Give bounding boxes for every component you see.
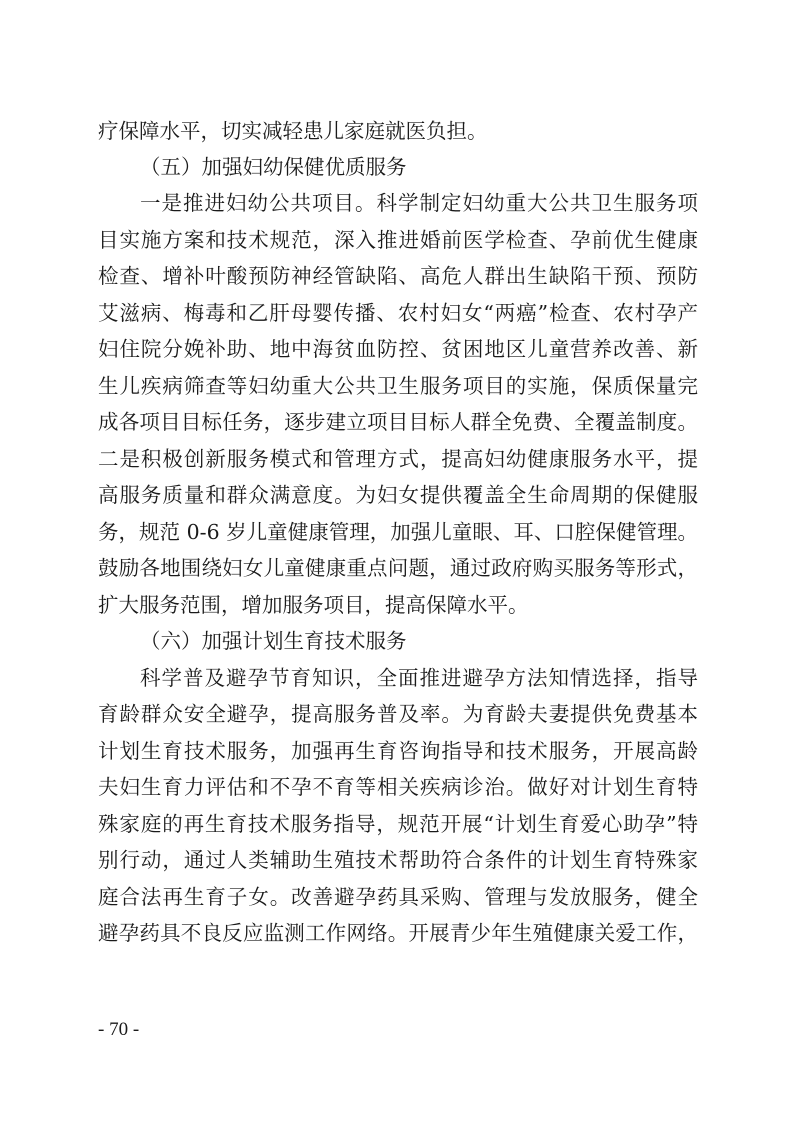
paragraph-line: 一是推进妇幼公共项目。科学制定妇幼重大公共卫生服务项 [140, 191, 698, 215]
paragraph-line: 目实施方案和技术规范，深入推进婚前医学检查、孕前优生健康 [98, 228, 698, 252]
paragraph-line: 庭合法再生育子女。改善避孕药具采购、管理与发放服务，健全 [98, 885, 698, 909]
paragraph-line: 别行动，通过人类辅助生殖技术帮助符合条件的计划生育特殊家 [98, 848, 698, 872]
paragraph-line: 艾滋病、梅毒和乙肝母婴传播、农村妇女“两癌”检查、农村孕产 [98, 301, 698, 325]
paragraph-line: 科学普及避孕节育知识，全面推进避孕方法知情选择，指导 [140, 666, 698, 690]
paragraph-line: 鼓励各地围绕妇女儿童健康重点问题，通过政府购买服务等形式， [98, 556, 698, 580]
paragraph-line: 扩大服务范围，增加服务项目，提高保障水平。 [98, 593, 529, 617]
paragraph-line: 避孕药具不良反应监测工作网络。开展青少年生殖健康关爱工作， [98, 921, 698, 945]
paragraph-line: 检查、增补叶酸预防神经管缺陷、高危人群出生缺陷干预、预防 [98, 264, 698, 288]
paragraph-line: 成各项目目标任务，逐步建立项目目标人群全免费、全覆盖制度。 [98, 410, 698, 434]
paragraph-line: 生儿疾病筛查等妇幼重大公共卫生服务项目的实施，保质保量完 [98, 374, 698, 398]
paragraph-line: 妇住院分娩补助、地中海贫血防控、贫困地区儿童营养改善、新 [98, 337, 698, 361]
paragraph-line: 高服务质量和群众满意度。为妇女提供覆盖全生命周期的保健服 [98, 483, 698, 507]
paragraph-line: 务，规范 0-6 岁儿童健康管理，加强儿童眼、耳、口腔保健管理。 [98, 520, 698, 544]
section-heading: （六）加强计划生育技术服务 [140, 629, 407, 653]
paragraph-line: 二是积极创新服务模式和管理方式，提高妇幼健康服务水平，提 [98, 447, 698, 471]
paragraph-line: 计划生育技术服务，加强再生育咨询指导和技术服务，开展高龄 [98, 739, 698, 763]
paragraph-line: 殊家庭的再生育技术服务指导，规范开展“计划生育爱心助孕”特 [98, 812, 698, 836]
page-number: - 70 - [98, 1019, 140, 1040]
section-heading: （五）加强妇幼保健优质服务 [140, 155, 407, 179]
paragraph-line: 育龄群众安全避孕，提高服务普及率。为育龄夫妻提供免费基本 [98, 702, 698, 726]
paragraph-line: 疗保障水平，切实减轻患儿家庭就医负担。 [98, 119, 488, 143]
paragraph-line: 夫妇生育力评估和不孕不育等相关疾病诊治。做好对计划生育特 [98, 775, 698, 799]
